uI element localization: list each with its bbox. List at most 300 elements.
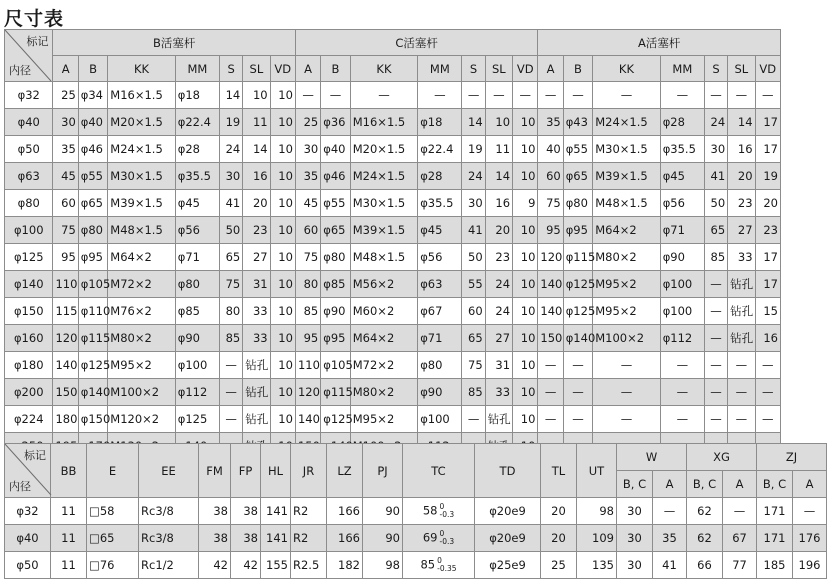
value-cell: φ71: [660, 217, 704, 244]
column-header: A: [295, 56, 320, 82]
column-header: S: [220, 56, 243, 82]
value-cell: 15: [755, 298, 780, 325]
column-header: SL: [243, 56, 270, 82]
value-cell: 33: [728, 244, 755, 271]
tc-value: 69: [422, 530, 438, 545]
value-cell: —: [538, 406, 563, 433]
value-cell: —: [723, 498, 757, 525]
value-cell: M72×2: [108, 271, 175, 298]
value-cell: φ95: [78, 244, 108, 271]
value-cell: M24×1.5: [108, 136, 175, 163]
value-cell: 10: [270, 109, 295, 136]
column-header: EE: [139, 444, 199, 498]
value-cell: 95: [538, 217, 563, 244]
table-row: [5, 217, 781, 244]
rod-group-header: B活塞杆: [53, 30, 295, 56]
value-cell: 180: [53, 406, 78, 433]
value-cell: —: [593, 82, 660, 109]
value-cell: 17: [755, 136, 780, 163]
tolerance: [437, 557, 456, 573]
value-cell: 38: [199, 498, 231, 525]
value-cell: φ140: [78, 379, 108, 406]
value-cell: 30: [295, 136, 320, 163]
value-cell: —: [220, 379, 243, 406]
value-cell: M64×2: [108, 244, 175, 271]
value-cell: φ115: [563, 244, 593, 271]
value-cell: 10: [513, 109, 538, 136]
value-cell: —: [418, 82, 462, 109]
value-cell: φ90: [418, 379, 462, 406]
value-cell: 23: [485, 244, 512, 271]
column-header: SL: [728, 56, 755, 82]
dimension-table-rod: [4, 29, 781, 460]
tc-cell: [403, 525, 475, 552]
value-cell: 16: [728, 136, 755, 163]
value-cell: φ125: [78, 352, 108, 379]
value-cell: φ105: [321, 352, 351, 379]
value-cell: φ80: [175, 271, 219, 298]
value-cell: M95×2: [350, 406, 417, 433]
value-cell: —: [350, 82, 417, 109]
table-row: [5, 136, 781, 163]
value-cell: □76: [87, 552, 139, 579]
bore-cell: φ32: [5, 498, 51, 525]
value-cell: 182: [327, 552, 363, 579]
value-cell: —: [563, 406, 593, 433]
bore-cell: φ40: [5, 525, 51, 552]
value-cell: 10: [270, 379, 295, 406]
value-cell: φ112: [660, 325, 704, 352]
value-cell: —: [563, 82, 593, 109]
value-cell: 14: [462, 109, 485, 136]
value-cell: —: [660, 379, 704, 406]
value-cell: φ36: [321, 109, 351, 136]
column-header: MM: [660, 56, 704, 82]
value-cell: 10: [485, 109, 512, 136]
tolerance: [440, 503, 455, 519]
value-cell: φ65: [563, 163, 593, 190]
value-cell: 19: [755, 163, 780, 190]
column-header: FM: [199, 444, 231, 498]
value-cell: M16×1.5: [108, 82, 175, 109]
subcolumn-header: A: [723, 471, 757, 498]
tolerance: [440, 530, 455, 546]
value-cell: M100×2: [108, 379, 175, 406]
value-cell: 14: [485, 163, 512, 190]
value-cell: φ46: [321, 163, 351, 190]
value-cell: φ22.4: [175, 109, 219, 136]
value-cell: 30: [617, 525, 653, 552]
value-cell: 钻孔: [728, 298, 755, 325]
value-cell: 33: [485, 379, 512, 406]
column-header: B: [321, 56, 351, 82]
value-cell: φ34: [78, 82, 108, 109]
corner-label-bore: 内径: [9, 64, 31, 77]
value-cell: 176: [793, 525, 827, 552]
value-cell: 75: [53, 217, 78, 244]
value-cell: 24: [462, 163, 485, 190]
value-cell: φ55: [78, 163, 108, 190]
table-row: [5, 109, 781, 136]
tolerance-lower: -0.3: [439, 537, 455, 546]
value-cell: φ56: [175, 217, 219, 244]
table-row: [5, 498, 827, 525]
bore-cell: φ50: [5, 552, 51, 579]
value-cell: 75: [220, 271, 243, 298]
value-cell: 30: [617, 552, 653, 579]
value-cell: M95×2: [593, 271, 660, 298]
value-cell: 50: [462, 244, 485, 271]
value-cell: 45: [53, 163, 78, 190]
value-cell: M76×2: [108, 298, 175, 325]
value-cell: 90: [363, 498, 403, 525]
value-cell: 98: [577, 498, 617, 525]
value-cell: R2: [291, 525, 327, 552]
value-cell: —: [220, 352, 243, 379]
column-header: E: [87, 444, 139, 498]
table-row: [5, 244, 781, 271]
tc-value: 58: [422, 503, 438, 518]
value-cell: —: [728, 82, 755, 109]
value-cell: φ46: [78, 136, 108, 163]
rod-group-header: C活塞杆: [295, 30, 537, 56]
value-cell: 11: [51, 525, 87, 552]
value-cell: 80: [295, 271, 320, 298]
bore-cell: φ150: [5, 298, 53, 325]
value-cell: 135: [577, 552, 617, 579]
value-cell: φ28: [175, 136, 219, 163]
value-cell: 30: [462, 190, 485, 217]
value-cell: —: [755, 406, 780, 433]
value-cell: 38: [231, 498, 261, 525]
value-cell: φ28: [418, 163, 462, 190]
bore-cell: φ50: [5, 136, 53, 163]
column-header: MM: [418, 56, 462, 82]
value-cell: 38: [199, 525, 231, 552]
value-cell: M72×2: [350, 352, 417, 379]
subcolumn-header: B, C: [617, 471, 653, 498]
table-row: [5, 298, 781, 325]
value-cell: 141: [261, 525, 291, 552]
value-cell: φ25e9: [475, 552, 541, 579]
value-cell: 24: [220, 136, 243, 163]
value-cell: 41: [704, 163, 727, 190]
value-cell: M80×2: [108, 325, 175, 352]
value-cell: 钻孔: [243, 379, 270, 406]
column-header: TC: [403, 444, 475, 498]
value-cell: φ35.5: [175, 163, 219, 190]
bore-cell: φ80: [5, 190, 53, 217]
value-cell: 62: [687, 525, 723, 552]
value-cell: φ67: [418, 298, 462, 325]
value-cell: 41: [653, 552, 687, 579]
value-cell: 9: [513, 190, 538, 217]
value-cell: φ55: [563, 136, 593, 163]
value-cell: 10: [270, 190, 295, 217]
column-header: BB: [51, 444, 87, 498]
value-cell: M64×2: [593, 217, 660, 244]
value-cell: φ20e9: [475, 525, 541, 552]
bore-cell: φ125: [5, 244, 53, 271]
value-cell: φ65: [321, 217, 351, 244]
group-header-row: [5, 30, 781, 56]
group-header: ZJ: [757, 444, 827, 471]
subcolumn-header: B, C: [687, 471, 723, 498]
value-cell: —: [538, 379, 563, 406]
value-cell: 35: [653, 525, 687, 552]
value-cell: 10: [513, 217, 538, 244]
value-cell: —: [220, 406, 243, 433]
value-cell: 85: [462, 379, 485, 406]
column-header: VD: [270, 56, 295, 82]
value-cell: φ45: [175, 190, 219, 217]
value-cell: —: [793, 498, 827, 525]
value-cell: M20×1.5: [108, 109, 175, 136]
value-cell: 171: [757, 525, 793, 552]
value-cell: —: [660, 406, 704, 433]
column-header: HL: [261, 444, 291, 498]
bore-cell: φ140: [5, 271, 53, 298]
column-header: SL: [485, 56, 512, 82]
value-cell: 115: [53, 298, 78, 325]
bore-cell: φ40: [5, 109, 53, 136]
column-header: UT: [577, 444, 617, 498]
value-cell: φ90: [321, 298, 351, 325]
bore-cell: φ160: [5, 325, 53, 352]
value-cell: 10: [270, 82, 295, 109]
value-cell: φ112: [175, 379, 219, 406]
value-cell: 33: [243, 325, 270, 352]
value-cell: M39×1.5: [108, 190, 175, 217]
value-cell: 66: [687, 552, 723, 579]
value-cell: 24: [485, 271, 512, 298]
value-cell: 35: [295, 163, 320, 190]
value-cell: 150: [538, 325, 563, 352]
value-cell: 62: [687, 498, 723, 525]
column-header: KK: [108, 56, 175, 82]
value-cell: 120: [538, 244, 563, 271]
column-header: VD: [755, 56, 780, 82]
value-cell: 35: [53, 136, 78, 163]
value-cell: 20: [755, 190, 780, 217]
value-cell: 19: [220, 109, 243, 136]
value-cell: φ71: [418, 325, 462, 352]
value-cell: 110: [295, 352, 320, 379]
value-cell: 10: [513, 136, 538, 163]
value-cell: —: [728, 406, 755, 433]
value-cell: —: [704, 379, 727, 406]
column-header: PJ: [363, 444, 403, 498]
value-cell: 77: [723, 552, 757, 579]
bore-cell: φ180: [5, 352, 53, 379]
value-cell: 141: [261, 498, 291, 525]
value-cell: φ85: [175, 298, 219, 325]
value-cell: 85: [220, 325, 243, 352]
corner-header: [5, 30, 53, 82]
value-cell: —: [704, 298, 727, 325]
value-cell: φ22.4: [418, 136, 462, 163]
value-cell: 16: [755, 325, 780, 352]
value-cell: 30: [220, 163, 243, 190]
value-cell: 27: [243, 244, 270, 271]
value-cell: —: [538, 82, 563, 109]
value-cell: —: [593, 379, 660, 406]
value-cell: 20: [485, 217, 512, 244]
value-cell: φ100: [660, 298, 704, 325]
value-cell: 10: [270, 352, 295, 379]
value-cell: —: [704, 325, 727, 352]
value-cell: 185: [757, 552, 793, 579]
value-cell: —: [755, 379, 780, 406]
corner-label-bore: 内径: [9, 480, 31, 493]
value-cell: 20: [541, 525, 577, 552]
value-cell: —: [295, 82, 320, 109]
value-cell: 65: [462, 325, 485, 352]
value-cell: 150: [53, 379, 78, 406]
table-row: [5, 525, 827, 552]
value-cell: 14: [220, 82, 243, 109]
value-cell: 60: [462, 298, 485, 325]
group-header: W: [617, 444, 687, 471]
value-cell: 41: [462, 217, 485, 244]
value-cell: —: [704, 82, 727, 109]
value-cell: 98: [363, 552, 403, 579]
column-header: S: [462, 56, 485, 82]
value-cell: φ45: [660, 163, 704, 190]
value-cell: M30×1.5: [350, 190, 417, 217]
value-cell: 140: [295, 406, 320, 433]
value-cell: M39×1.5: [350, 217, 417, 244]
value-cell: 23: [243, 217, 270, 244]
value-cell: φ85: [321, 271, 351, 298]
value-cell: φ115: [78, 325, 108, 352]
value-cell: φ63: [418, 271, 462, 298]
value-cell: —: [728, 352, 755, 379]
value-cell: φ100: [660, 271, 704, 298]
value-cell: φ90: [660, 244, 704, 271]
value-cell: 10: [513, 244, 538, 271]
value-cell: M80×2: [350, 379, 417, 406]
value-cell: 11: [51, 498, 87, 525]
value-cell: 40: [538, 136, 563, 163]
value-cell: 30: [617, 498, 653, 525]
value-cell: 10: [270, 244, 295, 271]
corner-label-mark: 标记: [24, 449, 46, 462]
value-cell: M24×1.5: [350, 163, 417, 190]
value-cell: M60×2: [350, 298, 417, 325]
value-cell: 196: [793, 552, 827, 579]
value-cell: 10: [270, 163, 295, 190]
subcolumn-header: A: [793, 471, 827, 498]
value-cell: 16: [485, 190, 512, 217]
value-cell: φ150: [78, 406, 108, 433]
value-cell: 80: [220, 298, 243, 325]
value-cell: 20: [541, 498, 577, 525]
value-cell: φ100: [175, 352, 219, 379]
value-cell: —: [462, 406, 485, 433]
value-cell: 20: [728, 163, 755, 190]
value-cell: 25: [53, 82, 78, 109]
header-row: [5, 444, 827, 471]
value-cell: —: [321, 82, 351, 109]
value-cell: Rc3/8: [139, 498, 199, 525]
column-header: MM: [175, 56, 219, 82]
value-cell: □58: [87, 498, 139, 525]
value-cell: 140: [538, 298, 563, 325]
value-cell: 25: [295, 109, 320, 136]
value-cell: —: [513, 82, 538, 109]
value-cell: —: [755, 82, 780, 109]
value-cell: —: [593, 352, 660, 379]
value-cell: 90: [363, 525, 403, 552]
page-title: 尺寸表: [4, 8, 65, 30]
column-header: TD: [475, 444, 541, 498]
value-cell: 75: [462, 352, 485, 379]
value-cell: 10: [270, 325, 295, 352]
value-cell: 55: [462, 271, 485, 298]
value-cell: 钻孔: [728, 325, 755, 352]
value-cell: 35: [538, 109, 563, 136]
value-cell: 10: [513, 325, 538, 352]
corner-label-mark: 标记: [26, 35, 49, 48]
value-cell: φ125: [563, 271, 593, 298]
bore-cell: φ63: [5, 163, 53, 190]
value-cell: R2.5: [291, 552, 327, 579]
tolerance-upper: 0: [439, 502, 445, 511]
column-header: B: [78, 56, 108, 82]
value-cell: 75: [295, 244, 320, 271]
value-cell: φ105: [78, 271, 108, 298]
value-cell: 钻孔: [485, 406, 512, 433]
value-cell: 140: [53, 352, 78, 379]
value-cell: M56×2: [350, 271, 417, 298]
value-cell: 171: [757, 498, 793, 525]
value-cell: M80×2: [593, 244, 660, 271]
tolerance-upper: 0: [437, 556, 442, 565]
value-cell: 95: [295, 325, 320, 352]
value-cell: M24×1.5: [593, 109, 660, 136]
corner-header: [5, 444, 51, 498]
value-cell: —: [660, 352, 704, 379]
value-cell: □65: [87, 525, 139, 552]
value-cell: —: [728, 379, 755, 406]
value-cell: 10: [270, 136, 295, 163]
value-cell: 41: [220, 190, 243, 217]
value-cell: 14: [728, 109, 755, 136]
value-cell: —: [653, 498, 687, 525]
value-cell: 60: [295, 217, 320, 244]
table-row: [5, 271, 781, 298]
value-cell: M95×2: [593, 298, 660, 325]
value-cell: Rc3/8: [139, 525, 199, 552]
value-cell: 65: [220, 244, 243, 271]
value-cell: M48×1.5: [108, 217, 175, 244]
value-cell: 42: [199, 552, 231, 579]
value-cell: 20: [243, 190, 270, 217]
value-cell: 23: [728, 190, 755, 217]
value-cell: 45: [295, 190, 320, 217]
value-cell: M100×2: [593, 325, 660, 352]
value-cell: 16: [243, 163, 270, 190]
column-header: S: [704, 56, 727, 82]
subcolumn-header: A: [653, 471, 687, 498]
value-cell: 31: [243, 271, 270, 298]
table-row: [5, 163, 781, 190]
value-cell: Rc1/2: [139, 552, 199, 579]
value-cell: 14: [243, 136, 270, 163]
value-cell: φ40: [78, 109, 108, 136]
value-cell: 10: [513, 352, 538, 379]
